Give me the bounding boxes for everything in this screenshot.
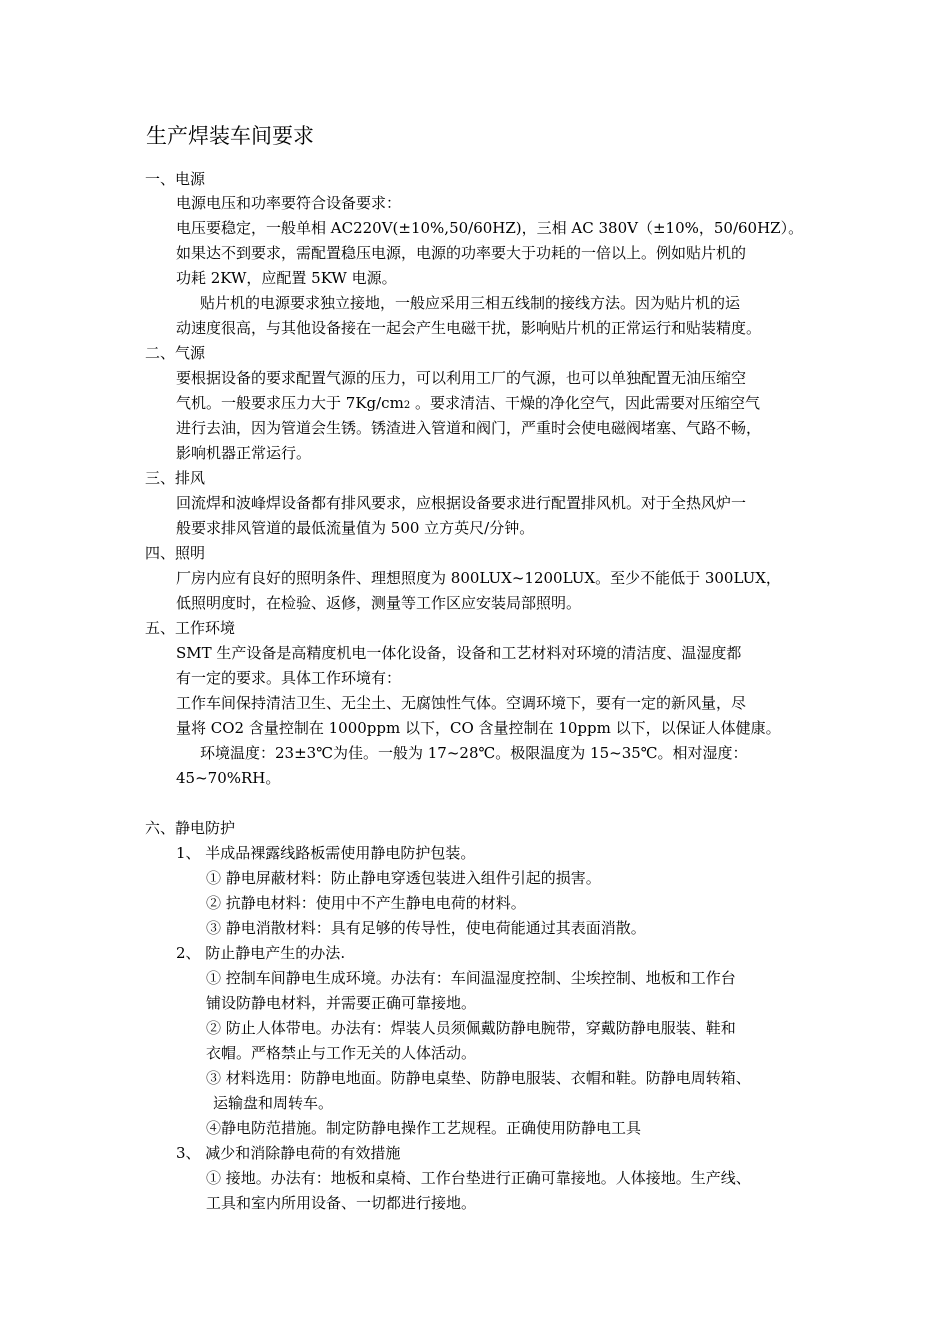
sub-list-item-continued: 运输盘和周转车。: [213, 1094, 334, 1112]
unit-subscript: 2: [403, 400, 411, 411]
list-item: 2、 防止静电产生的办法.: [176, 944, 346, 962]
sub-list-item: ③ 材料选用：防静电地面。防静电桌垫、防静电服装、衣帽和鞋。防静电周转箱、: [206, 1069, 751, 1087]
paragraph-line: 低照明度时，在检验、返修，测量等工作区应安装局部照明。: [176, 594, 582, 612]
paragraph-line: 要根据设备的要求配置气源的压力，可以利用工厂的气源，也可以单独配置无油压缩空: [176, 369, 747, 387]
sub-list-item: ① 接地。办法有：地板和桌椅、工作台垫进行正确可靠接地。人体接地。生产线、: [206, 1169, 751, 1187]
sub-list-item-continued: 工具和室内所用设备、一切都进行接地。: [206, 1194, 477, 1212]
section-heading-exhaust: 三、排风: [145, 469, 206, 487]
paragraph-line: 电源电压和功率要符合设备要求：: [176, 194, 402, 212]
paragraph-line: 影响机器正常运行。: [176, 444, 312, 462]
section-heading-air-supply: 二、气源: [145, 344, 206, 362]
section-heading-esd-protection: 六、静电防护: [145, 819, 236, 837]
page-title: 生产焊装车间要求: [146, 124, 314, 148]
sub-list-item: ④静电防范措施。制定防静电操作工艺规程。正确使用防静电工具: [206, 1119, 642, 1137]
sub-list-item: ② 抗静电材料：使用中不产生静电电荷的材料。: [206, 894, 526, 912]
paragraph-line: 进行去油，因为管道会生锈。锈渣进入管道和阀门，严重时会使电磁阀堵塞、气路不畅，: [176, 419, 762, 437]
sub-list-item-continued: 衣帽。严格禁止与工作无关的人体活动。: [206, 1044, 477, 1062]
paragraph-line: 工作车间保持清洁卫生、无尘土、无腐蚀性气体。空调环境下，要有一定的新风量，尽: [176, 694, 747, 712]
section-heading-lighting: 四、照明: [145, 544, 206, 562]
paragraph-text: 气机。一般要求压力大于 7Kg/cm: [176, 394, 404, 412]
list-item: 1、 半成品裸露线路板需使用静电防护包装。: [176, 844, 476, 862]
paragraph-line: 动速度很高，与其他设备接在一起会产生电磁干扰，影响贴片机的正常运行和贴装精度。: [176, 319, 762, 337]
paragraph-line: 量将 CO2 含量控制在 1000ppm 以下，CO 含量控制在 10ppm 以下，以保证人体健康。: [176, 719, 781, 737]
paragraph-text: 。要求清洁、干燥的净化空气，因此需要对压缩空气: [410, 394, 760, 412]
paragraph-line: 般要求排风管道的最低流量值为 500 立方英尺/分钟。: [176, 519, 535, 537]
sub-list-item: ① 静电屏蔽材料：防止静电穿透包装进入组件引起的损害。: [206, 869, 601, 887]
paragraph-line: 如果达不到要求，需配置稳压电源，电源的功率要大于功耗的一倍以上。例如贴片机的: [176, 244, 747, 262]
paragraph-line: 回流焊和波峰焊设备都有排风要求，应根据设备要求进行配置排风机。对于全热风炉一: [176, 494, 747, 512]
sub-list-item: ③ 静电消散材料：具有足够的传导性，使电荷能通过其表面消散。: [206, 919, 646, 937]
sub-list-item-continued: 铺设防静电材料，并需要正确可靠接地。: [206, 994, 477, 1012]
paragraph-line: 环境温度：23±3℃为佳。一般为 17~28℃。极限温度为 15~35℃。相对湿度：: [200, 744, 748, 762]
paragraph-line: 功耗 2KW，应配置 5KW 电源。: [176, 269, 397, 287]
sub-list-item: ② 防止人体带电。办法有：焊装人员须佩戴防静电腕带，穿戴防静电服装、鞋和: [206, 1019, 736, 1037]
section-heading-environment: 五、工作环境: [145, 619, 236, 637]
list-item: 3、 减少和消除静电荷的有效措施: [176, 1144, 401, 1162]
paragraph-line: SMT 生产设备是高精度机电一体化设备，设备和工艺材料对环境的清洁度、温湿度都: [176, 644, 742, 662]
paragraph-line: 贴片机的电源要求独立接地，一般应采用三相五线制的接线方法。因为贴片机的运: [200, 294, 741, 312]
paragraph-line: [176, 391, 760, 418]
paragraph-line: 厂房内应有良好的照明条件、理想照度为 800LUX~1200LUX。至少不能低于 300LUX，: [176, 569, 781, 587]
sub-list-item: ① 控制车间静电生成环境。办法有：车间温湿度控制、尘埃控制、地板和工作台: [206, 969, 736, 987]
section-heading-power: 一、电源: [145, 170, 206, 188]
paragraph-line: 电压要稳定，一般单相 AC220V(±10%,50/60HZ)，三相 AC 380V（±10%，50/60HZ）。: [176, 219, 804, 237]
paragraph-line: 有一定的要求。具体工作环境有：: [176, 669, 402, 687]
paragraph-line: 45~70%RH。: [176, 769, 281, 787]
